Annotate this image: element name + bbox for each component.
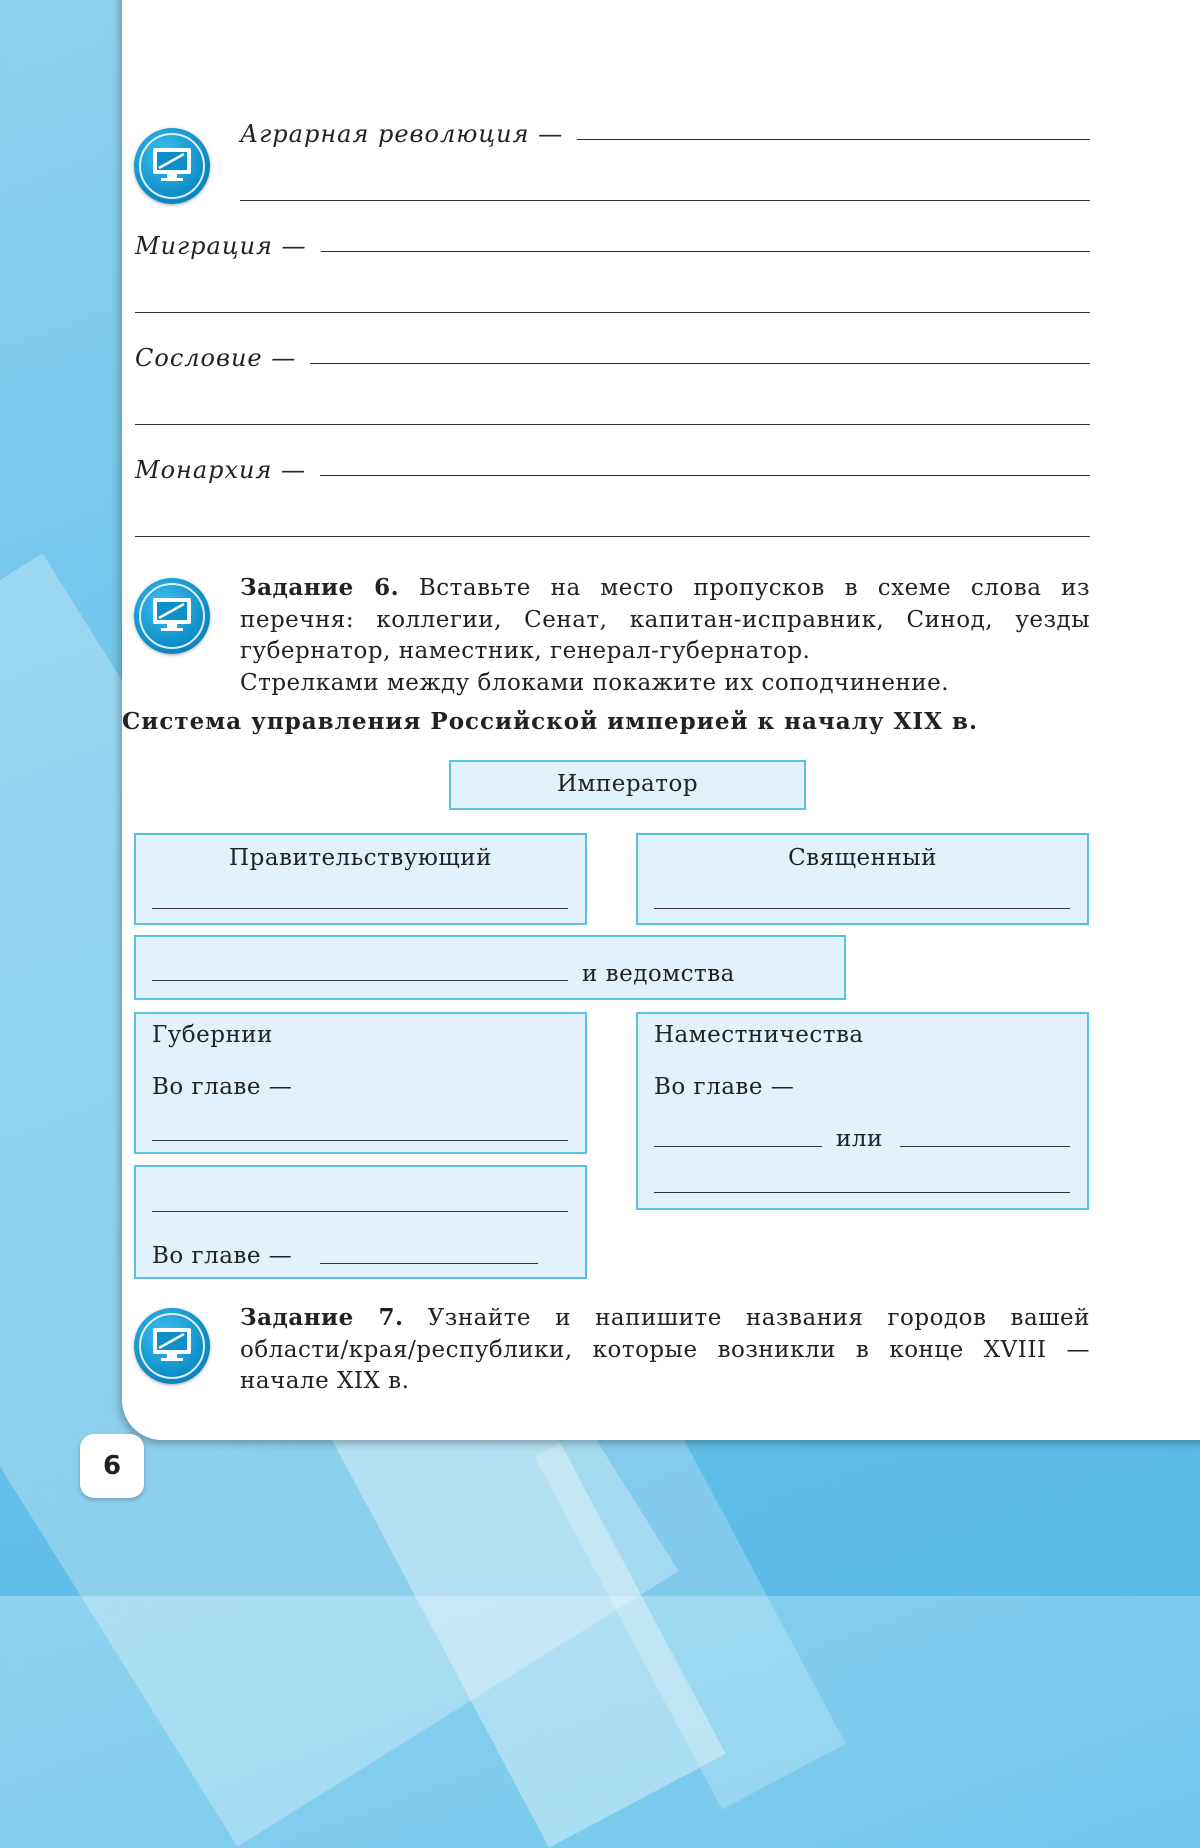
box-label: Во главе — [152, 1074, 293, 1100]
box-label: и ведомства [582, 961, 735, 987]
answer-line[interactable] [135, 536, 1090, 537]
task-text: Стрелками между блоками покажите их соподчинение. [240, 669, 950, 696]
answer-line[interactable] [577, 139, 1090, 140]
answer-line[interactable] [320, 1263, 538, 1264]
term-label: Монархия — [135, 456, 307, 484]
term-agrarian-revolution [240, 120, 1090, 148]
answer-line[interactable] [135, 312, 1090, 313]
computer-icon [134, 128, 210, 204]
box-label: Во главе — [654, 1074, 795, 1100]
answer-line[interactable] [310, 363, 1090, 364]
task-7 [240, 1302, 1090, 1398]
background-streak [534, 1391, 845, 1810]
answer-line[interactable] [240, 200, 1090, 201]
scheme-title: Система управления Российской империей к началу XIX в. [121, 708, 979, 735]
answer-line[interactable] [900, 1146, 1070, 1147]
box-label: Наместничества [654, 1022, 864, 1048]
governorships-box [636, 1012, 1089, 1210]
answer-line[interactable] [152, 980, 568, 981]
term-label: Аграрная революция — [240, 120, 564, 148]
answer-line[interactable] [654, 1146, 822, 1147]
answer-line[interactable] [321, 251, 1090, 252]
term-monarchy [135, 456, 1090, 484]
answer-line[interactable] [152, 1211, 568, 1212]
districts-box [134, 1165, 587, 1279]
task-heading: Задание 6. [240, 574, 400, 601]
term-label: Миграция — [135, 232, 307, 260]
box-label: Во главе — [152, 1243, 293, 1269]
answer-line[interactable] [320, 475, 1090, 476]
term-migration [135, 232, 1090, 260]
task-text: Вставьте на место пропусков в схеме слова из перечня: коллегии, Сенат, капитан-исправник, Синод, уезды губернатор, наместник, генерал-губернатор. [240, 575, 1090, 664]
box-label: Император [556, 771, 699, 797]
box-label: или [836, 1126, 883, 1152]
synod-box [636, 833, 1089, 925]
term-estate [135, 344, 1090, 372]
computer-icon [134, 578, 210, 654]
task-heading: Задание 7. [240, 1304, 404, 1331]
answer-line[interactable] [152, 908, 568, 909]
answer-line[interactable] [654, 1192, 1070, 1193]
task-6 [240, 572, 1090, 699]
answer-line[interactable] [135, 424, 1090, 425]
provinces-box [134, 1012, 587, 1154]
box-label: Губернии [152, 1022, 273, 1048]
box-label: Правительствующий [229, 845, 492, 871]
page-number: 6 [80, 1434, 144, 1498]
senate-box [134, 833, 587, 925]
emperor-box [449, 760, 806, 810]
task-text: Узнайте и напишите названия городов вашей области/края/республики, которые возникли в конце XVIII — начале XIX в. [240, 1305, 1090, 1394]
answer-line[interactable] [152, 1140, 568, 1141]
box-label: Священный [788, 845, 937, 871]
answer-line[interactable] [654, 908, 1070, 909]
term-label: Сословие — [135, 344, 297, 372]
computer-icon [134, 1308, 210, 1384]
colleges-box [134, 935, 846, 1000]
